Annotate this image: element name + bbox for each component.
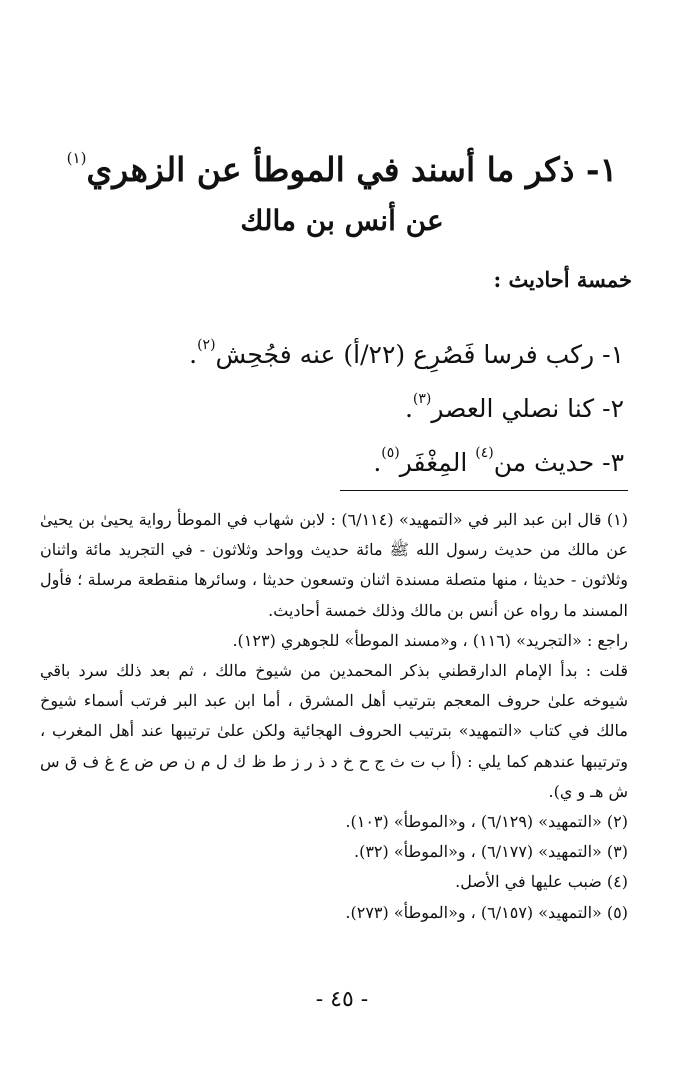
hadith-end: . <box>404 394 413 423</box>
footnote-separator <box>340 490 628 491</box>
hadith-end: . <box>189 340 198 369</box>
hadith-text: المِغْفَر <box>399 448 476 477</box>
footnote-ref: (٥) <box>381 445 400 461</box>
footnote: (٥) «التمهيد» (٦/١٥٧) ، و«الموطأ» (٢٧٣). <box>345 902 628 922</box>
footnote-ref: (٢) <box>197 337 216 353</box>
hadith-text: ٣- حديث من <box>493 448 624 477</box>
footnote: قلت : بدأ الإمام الدارقطني بذكر المحمدين من شيوخ مالك ، ثم بعد ذلك سرد باقي شيوخه علىٰ حروف المعجم بترتيب أهل المشرق ، أما ابن عبد البر فرتب أسماء شيوخ مالك في كتاب «التمهيد» بترتيب الحروف الهجائية ولكن علىٰ ترتيبها عند أهل المغرب ، وترتيبها عندهم كما يلي : (أ ب ت ث ج ح خ د ذ ر ز ط ظ ك ل م ن ص ض ع غ ف ق س ش هـ و ي). <box>40 661 628 801</box>
footnote-ref: (٣) <box>412 391 432 407</box>
footnote: (٢) «التمهيد» (٦/١٢٩) ، و«الموطأ» (١٠٣). <box>345 812 628 832</box>
footnotes <box>40 505 628 928</box>
chapter-subtitle: عن أنس بن مالك <box>240 204 444 237</box>
chapter-title <box>60 130 624 198</box>
footnote-ref: (٤) <box>475 445 494 461</box>
section-heading: خمسة أحاديث : <box>493 267 632 292</box>
footnote: (٤) ضبب عليها في الأصل. <box>455 872 628 892</box>
chapter-title-text: ١- ذكر ما أسند في الموطأ عن الزهري <box>86 150 618 189</box>
hadith-item <box>60 372 624 426</box>
hadith-list <box>60 318 624 480</box>
hadith-item <box>60 426 624 480</box>
hadith-text: ٢- كنا نصلي العصر <box>431 394 624 423</box>
footnote: (٣) «التمهيد» (٦/١٧٧) ، و«الموطأ» (٣٢). <box>353 842 628 862</box>
page-number: - ٤٥ - <box>315 987 369 1012</box>
hadith-item <box>60 318 624 372</box>
hadith-end: . <box>373 448 382 477</box>
footnote: (١) قال ابن عبد البر في «التمهيد» (٦/١١٤) : لابن شهاب في الموطأ رواية يحيىٰ بن يحيىٰ عن مالك من حديث رسول الله ﷺ مائة حديث وواحد وثلاثون - في التجريد مائة واثنان وثلاثون - حديثا ، منها متصلة مسندة اثنان وتسعون حديثا ، وسائرها منقطعة مرسلة ؛ فأول المسند ما رواه عن أنس بن مالك وذلك خمسة أحاديث. <box>40 510 629 620</box>
footnote: راجع : «التجريد» (١١٦) ، و«مسند الموطأ» للجوهري (١٢٣). <box>232 630 628 650</box>
hadith-text: ١- ركب فرسا فَصُرِع (٢٢/أ) عنه فجُحِش <box>215 340 624 369</box>
title-footnote-ref: (١) <box>66 149 87 167</box>
